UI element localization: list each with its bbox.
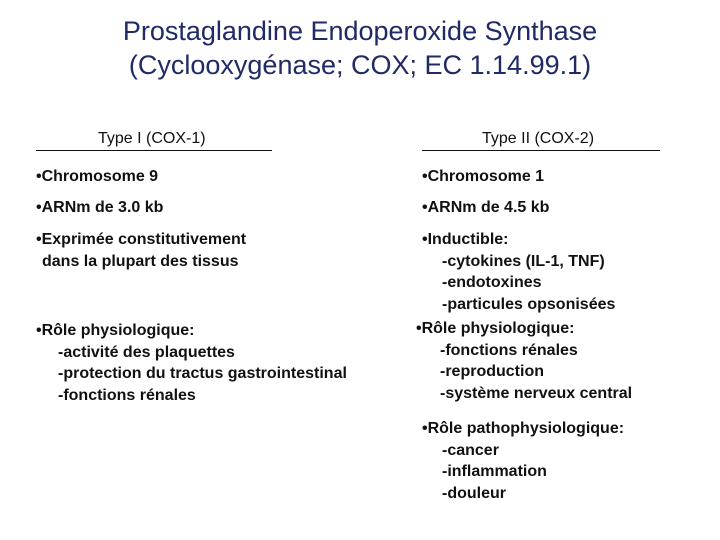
cox2-role-physiologique [416,318,632,404]
title-line-1: Prostaglandine Endoperoxide Synthase [122,16,598,46]
page-title [0,14,720,82]
cox1-expression [36,229,246,272]
cox1-header-label: Type I (COX-1) [98,130,206,147]
cox1-expression-line-2: dans la plupart des tissus [42,252,239,270]
cox2-role-item: -fonctions rénales [440,341,578,359]
cox2-chromosome: •Chromosome 1 [422,168,545,185]
cox1-expression-line-1: •Exprimée constitutivement [36,231,247,248]
cox2-role-title: •Rôle physiologique: [416,320,575,337]
cox1-role-physiologique [36,320,347,406]
cox2-patho-title: •Rôle pathophysiologique: [422,420,625,437]
cox1-chromosome: •Chromosome 9 [36,168,159,185]
cox2-inductible-item: -endotoxines [442,274,542,291]
cox2-patho-item: -cancer [442,441,499,459]
cox1-arnm: •ARNm de 3.0 kb [36,199,164,216]
cox1-role-item: -fonctions rénales [58,386,196,404]
cox1-role-item: -protection du tractus gastrointestinal [58,365,347,382]
cox2-inductible-item: -cytokines (IL-1, TNF) [442,252,605,270]
cox2-column-header [422,128,660,151]
cox2-header-label: Type II (COX-2) [482,130,595,147]
cox2-inductible-title: •Inductible: [422,231,509,248]
cox1-column-header [36,128,272,151]
cox2-role-pathophysiologique [422,418,624,504]
cox2-patho-item: -douleur [442,484,506,502]
cox2-role-item: -système nerveux central [440,384,633,402]
cox1-role-item: -activité des plaquettes [58,343,235,361]
cox2-patho-item: -inflammation [442,463,547,480]
cox2-role-item: -reproduction [440,363,544,380]
cox2-arnm: •ARNm de 4.5 kb [422,199,550,216]
title-line-2: (Cyclooxygénase; COX; EC 1.14.99.1) [128,50,592,80]
cox1-role-title: •Rôle physiologique: [36,322,195,339]
cox2-inductible-item: -particules opsonisées [442,295,616,313]
cox2-inductible [422,229,615,315]
